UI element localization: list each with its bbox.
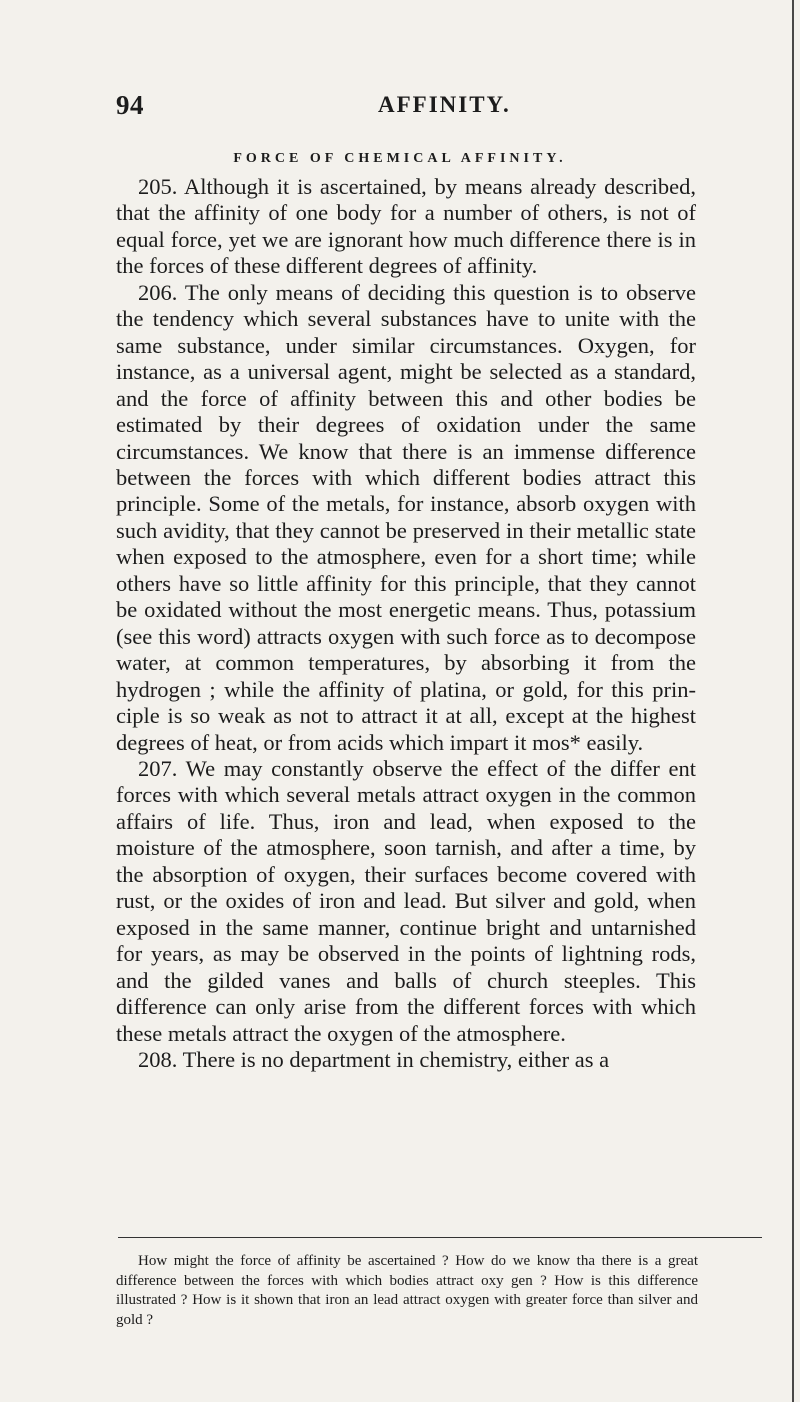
- paragraph-207: 207. We may constantly observe the effect of the differ ent forces with which several metals attract oxygen in the common affairs of life. Thus, iron and lead, when exposed to the moisture of the atmosphere, soon tarnish, and after a time, by the absorption of oxygen, their surfaces become covered with rust, or the oxides of iron and lead. But silver and gold, when exposed in the same manner, continue bright and untarnished for years, as may be observed in the points of lightning rods, and the gilded vanes and balls of church steeples. This difference can only arise from the different forces with which these metals attract the oxygen of the atmosphere.: [116, 755, 696, 1046]
- section-title: FORCE OF CHEMICAL AFFINITY.: [233, 151, 567, 166]
- paragraph-208: 208. There is no department in chemistry, either as a: [138, 1046, 610, 1072]
- running-head: AFFINITY.: [378, 92, 511, 117]
- paragraph-205: 205. Although it is ascertained, by means already described, that the affinity of one body for a number of others, is not of equal force, yet we are ignorant how much difference there is in the forces of these different degrees of affinity.: [116, 174, 696, 279]
- page-header: [116, 90, 696, 130]
- page-number: 94: [116, 90, 144, 120]
- questions-text: How might the force of affinity be ascertained ? How do we know tha there is a great difference between the forces with which bodies attract oxy gen ? How is this difference illustrated ? How is it shown that iron an lead attract oxygen with greater force than silver and gold ?: [116, 1253, 698, 1328]
- body-text: [116, 174, 696, 1073]
- page-edge-line: [792, 0, 794, 1402]
- paragraph-206: 206. The only means of deciding this question is to observe the tendency which several substances have to unite with the same substance, under similar circumstances. Oxygen, for instance, as a universal agent, might be selected as a standard, and the force of affinity between this and other bodies be estimated by their degrees of oxidation under the same circumstances. We know that there is an immense difference between the forces with which different bodies attract this principle. Some of the metals, for instance, absorb oxygen with such avidity, that they cannot be preserved in their metallic state when exposed to the atmosphere, even for a short time; while others have so little affinity for this principle, that they cannot be oxidated without the most energetic means. Thus, potassium (see this word) attracts oxygen with such force as to decompose water, at common temperatures, by absorbing it from the hydrogen ; while the affinity of platina, or gold, for this principle is so weak as not to attract it at all, except at the highest degrees of heat, or from acids which impart it mos* easily.: [116, 279, 696, 755]
- study-questions: [116, 1252, 698, 1330]
- footnote-divider: [118, 1237, 762, 1238]
